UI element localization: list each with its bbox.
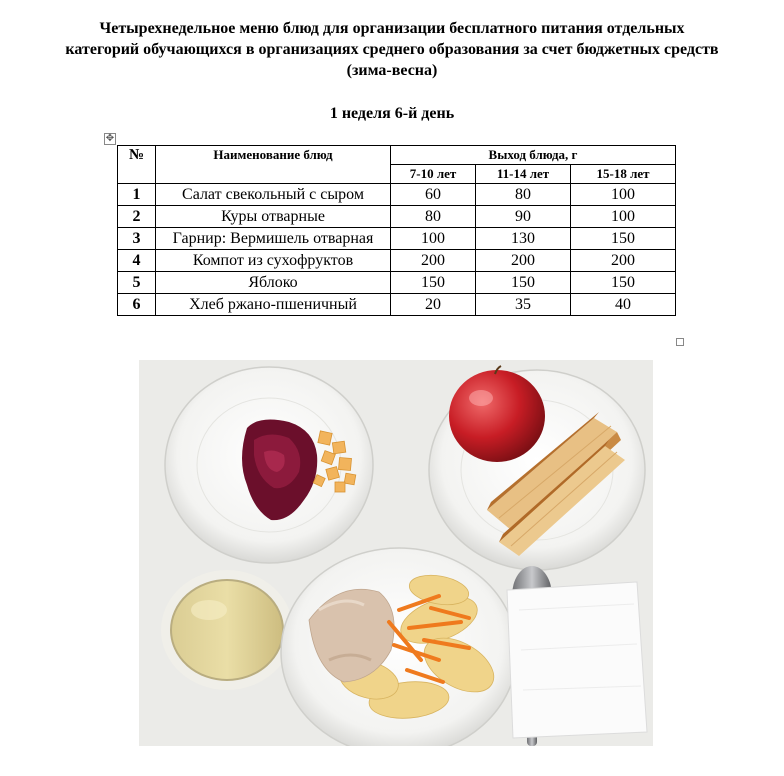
title-line-2: категорий обучающихся в организациях среднего образования за счет бюджетных средств xyxy=(65,41,719,58)
row-dish-name: Салат свекольный с сыром xyxy=(156,184,391,206)
row-yield-7-10: 20 xyxy=(391,294,476,316)
row-num: 3 xyxy=(118,228,156,250)
row-num: 2 xyxy=(118,206,156,228)
table-row xyxy=(118,272,676,294)
day-subtitle: 1 неделя 6-й день xyxy=(329,105,455,122)
title-line-3: (зима-весна) xyxy=(346,62,438,79)
row-yield-7-10: 100 xyxy=(391,228,476,250)
header-age-15-18: 15-18 лет xyxy=(571,165,676,184)
row-yield-15-18: 150 xyxy=(571,272,676,294)
table-resize-handle[interactable] xyxy=(676,338,684,346)
table-row xyxy=(118,250,676,272)
table-row xyxy=(118,228,676,250)
salad-plate xyxy=(165,367,373,563)
row-yield-15-18: 100 xyxy=(571,206,676,228)
row-yield-7-10: 200 xyxy=(391,250,476,272)
table-row xyxy=(118,294,676,316)
header-yield: Выход блюда, г xyxy=(391,146,676,165)
row-dish-name: Гарнир: Вермишель отварная xyxy=(156,228,391,250)
table-row xyxy=(118,206,676,228)
row-dish-name: Хлеб ржано-пшеничный xyxy=(156,294,391,316)
compote-glass xyxy=(161,570,293,690)
menu-table xyxy=(117,145,676,316)
row-yield-7-10: 60 xyxy=(391,184,476,206)
row-num: 6 xyxy=(118,294,156,316)
row-yield-7-10: 150 xyxy=(391,272,476,294)
row-num: 5 xyxy=(118,272,156,294)
row-yield-11-14: 35 xyxy=(476,294,571,316)
header-num: № xyxy=(118,146,156,184)
row-yield-11-14: 200 xyxy=(476,250,571,272)
header-age-11-14: 11-14 лет xyxy=(476,165,571,184)
meal-photo xyxy=(139,360,653,746)
row-yield-11-14: 150 xyxy=(476,272,571,294)
table-row xyxy=(118,184,676,206)
napkin xyxy=(507,582,647,738)
row-dish-name: Компот из сухофруктов xyxy=(156,250,391,272)
table-move-handle-icon[interactable]: ✥ xyxy=(105,133,115,144)
row-yield-11-14: 130 xyxy=(476,228,571,250)
row-yield-11-14: 90 xyxy=(476,206,571,228)
row-dish-name: Куры отварные xyxy=(156,206,391,228)
row-dish-name: Яблоко xyxy=(156,272,391,294)
row-yield-11-14: 80 xyxy=(476,184,571,206)
row-num: 1 xyxy=(118,184,156,206)
header-age-7-10: 7-10 лет xyxy=(391,165,476,184)
row-yield-15-18: 100 xyxy=(571,184,676,206)
document-title xyxy=(0,18,784,81)
row-num: 4 xyxy=(118,250,156,272)
title-line-1: Четырехнедельное меню блюд для организации бесплатного питания отдельных xyxy=(99,20,685,37)
row-yield-15-18: 40 xyxy=(571,294,676,316)
row-yield-15-18: 150 xyxy=(571,228,676,250)
header-name: Наименование блюд xyxy=(156,146,391,184)
main-course-plate xyxy=(281,548,517,746)
header-row-1 xyxy=(118,146,676,165)
row-yield-7-10: 80 xyxy=(391,206,476,228)
row-yield-15-18: 200 xyxy=(571,250,676,272)
